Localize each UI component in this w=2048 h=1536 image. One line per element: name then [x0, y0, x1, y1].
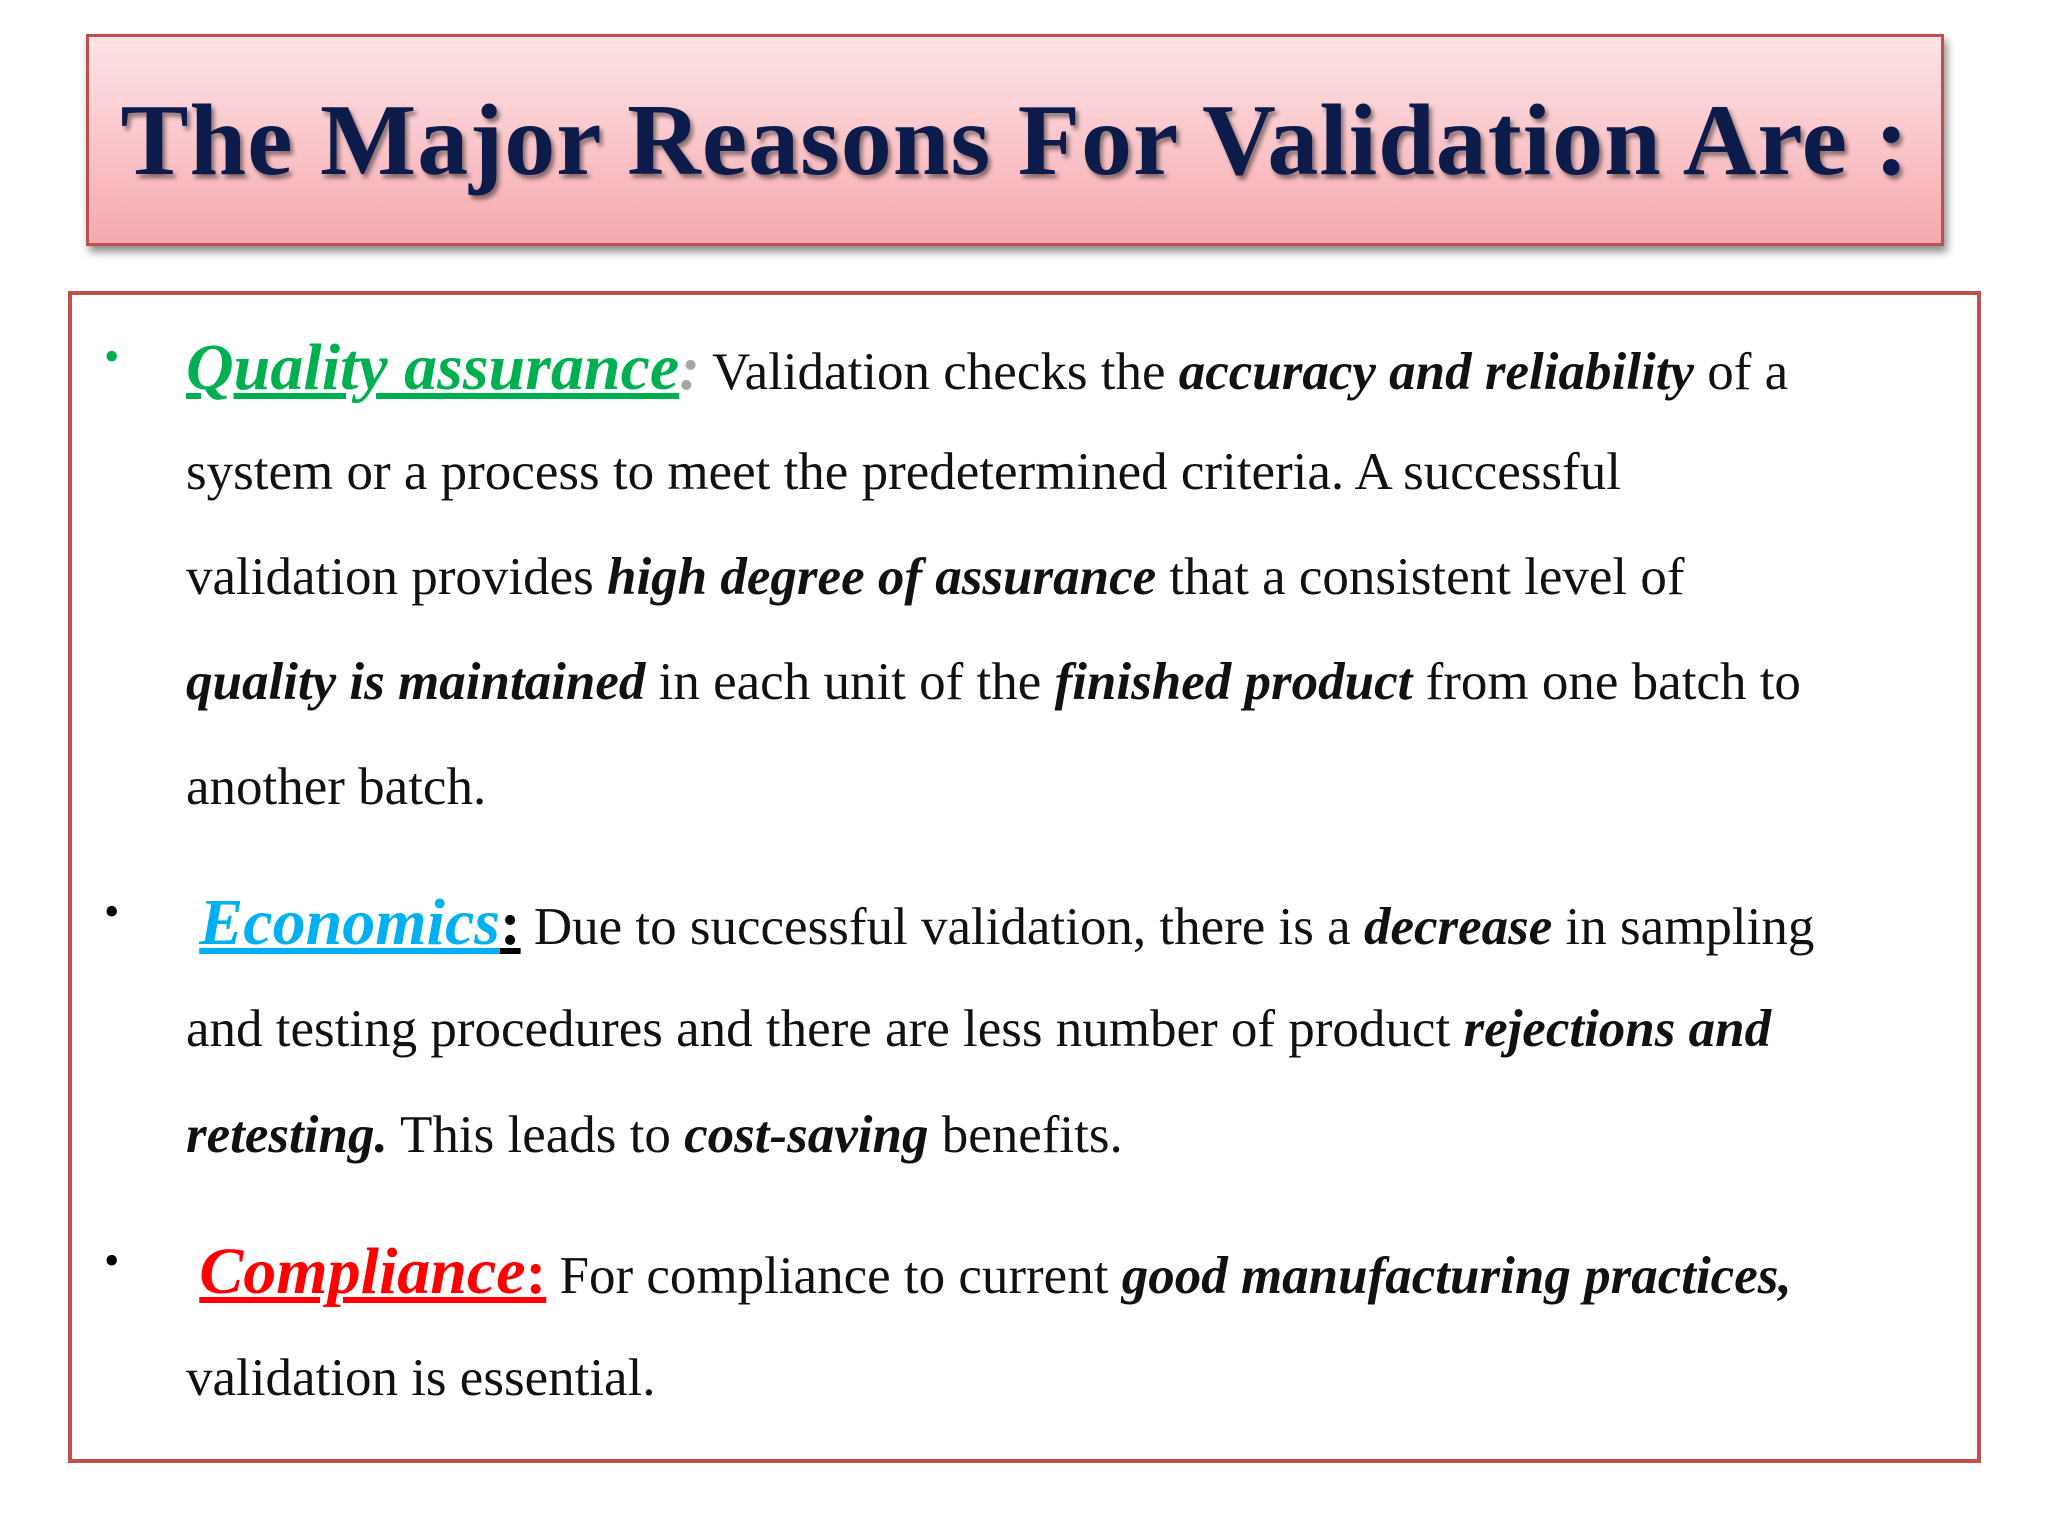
compliance-heading: Compliance [199, 1235, 526, 1308]
text-run: For compliance to current [546, 1247, 1122, 1305]
text-run: in sampling [1552, 898, 1815, 956]
text-run: Validation checks the [699, 343, 1179, 401]
text-run: Due to successful validation, there is a [520, 898, 1364, 956]
emphasis-text: retesting. [186, 1106, 388, 1164]
title-banner [86, 34, 1944, 246]
emphasis-text: decrease [1363, 898, 1553, 956]
text-line [186, 1082, 1966, 1188]
bullet-marker: • [104, 887, 120, 936]
bullet-marker: • [104, 332, 120, 381]
emphasis-text: high degree of assurance [606, 548, 1157, 606]
text-line [186, 525, 1966, 630]
text-run: This leads to [387, 1106, 685, 1164]
economics-heading: Economics [199, 886, 500, 959]
text-run: system or a process to meet the predetermined criteria. A successful [186, 443, 1621, 501]
emphasis-text: cost-saving [684, 1106, 929, 1164]
bullet-marker: • [104, 1236, 120, 1285]
text-run: another batch. [186, 758, 487, 816]
spacer [186, 1247, 199, 1305]
text-line [186, 735, 1966, 840]
heading-colon: : [499, 890, 521, 958]
text-run: validation is essential. [186, 1349, 656, 1407]
emphasis-text: rejections and [1463, 1000, 1772, 1058]
emphasis-text: finished product [1054, 653, 1413, 711]
text-run: validation provides [186, 548, 607, 606]
text-run: in each unit of the [645, 653, 1055, 711]
text-run: of a [1693, 343, 1789, 401]
text-line [186, 976, 1966, 1082]
text-line [186, 1325, 1966, 1431]
quality-assurance-heading: Quality assurance [186, 331, 680, 404]
content-panel [68, 291, 1981, 1463]
text-line [186, 1219, 1966, 1325]
bullet-body [186, 1219, 1966, 1431]
text-line [186, 630, 1966, 735]
bullet-body [186, 315, 1966, 840]
emphasis-text: accuracy and reliability [1178, 343, 1694, 401]
text-run: and testing procedures and there are less number of product [186, 1000, 1464, 1058]
heading-colon: : [679, 335, 700, 403]
text-line [186, 315, 1966, 420]
text-run: benefits. [928, 1106, 1123, 1164]
text-line [186, 870, 1966, 976]
text-run: that a consistent level of [1156, 548, 1685, 606]
spacer [186, 898, 199, 956]
text-run: from one batch to [1412, 653, 1801, 711]
bullet-body [186, 870, 1966, 1188]
slide-title: The Major Reasons For Validation Are : [120, 83, 1910, 197]
emphasis-text: good manufacturing practices, [1121, 1247, 1792, 1305]
heading-colon: : [525, 1239, 547, 1307]
emphasis-text: quality is maintained [186, 653, 646, 711]
text-line [186, 420, 1966, 525]
